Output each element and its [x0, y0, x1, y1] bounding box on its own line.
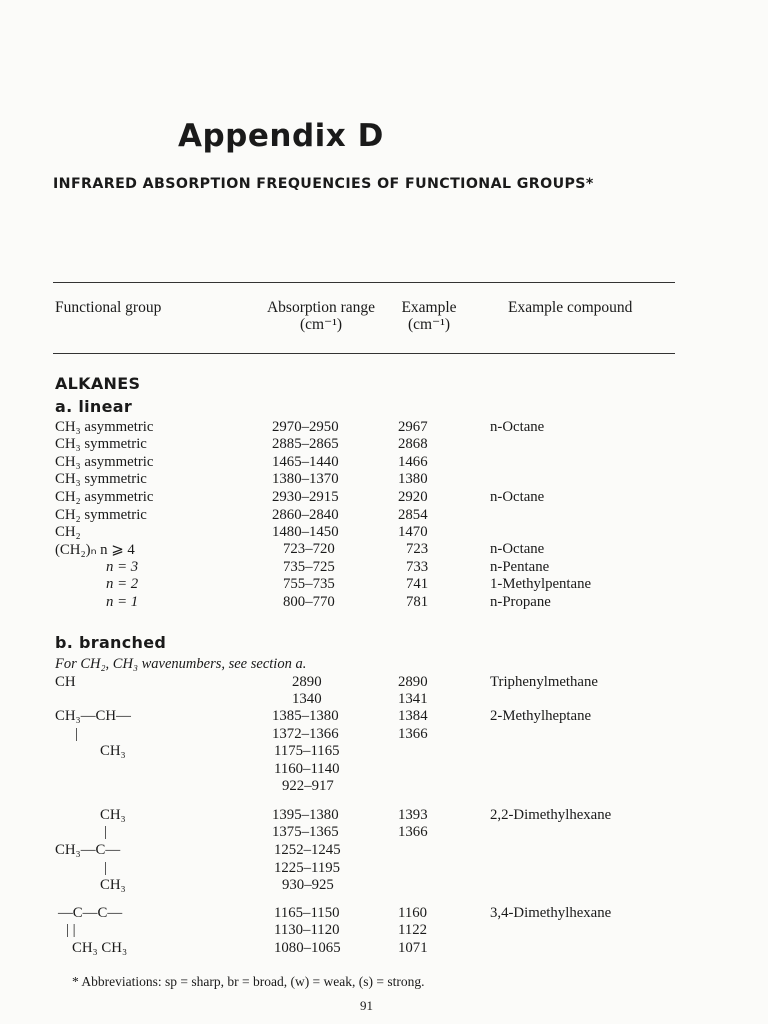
example-compound-cell: 3,4-Dimethylhexane — [490, 905, 612, 921]
example-compound-cell: 1-Methylpentane — [490, 576, 592, 592]
table-row — [0, 860, 768, 878]
example-cell: 1122 — [398, 922, 428, 938]
absorption-range-cell: 930–925 — [282, 877, 334, 893]
functional-group-cell: CH₃ symmetric — [55, 436, 147, 452]
example-cell: 2920 — [398, 489, 428, 505]
example-compound-cell: 2-Methylheptane — [490, 708, 592, 724]
functional-group-cell: | | — [66, 922, 76, 938]
functional-group-cell: CH₃ CH₃ — [72, 940, 128, 956]
example-cell: 1380 — [398, 471, 428, 487]
absorption-range-cell: 735–725 — [283, 559, 335, 575]
branched-note: For CH₂, CH₃ wavenumbers, see section a. — [55, 656, 307, 672]
example-compound-cell: n-Propane — [490, 594, 551, 610]
table-header-rule — [53, 353, 675, 354]
example-cell: 2868 — [398, 436, 428, 452]
functional-group-cell: CH — [55, 674, 76, 690]
page-subtitle: INFRARED ABSORPTION FREQUENCIES OF FUNCTIONAL GROUPS* — [53, 176, 594, 192]
page-number: 91 — [360, 998, 373, 1013]
table-row — [0, 471, 768, 489]
example-compound-cell: Triphenylmethane — [490, 674, 598, 690]
example-compound-cell: n-Octane — [490, 419, 545, 435]
table-row — [0, 726, 768, 744]
absorption-range-cell: 1130–1120 — [274, 922, 340, 938]
functional-group-cell: (CH₂)ₙ n ⩾ 4 — [55, 542, 135, 558]
header-example-label: Example — [401, 299, 457, 316]
section-linear: a. linear — [55, 397, 133, 416]
absorption-range-cell: 2890 — [292, 674, 322, 690]
absorption-range-cell: 1380–1370 — [272, 471, 339, 487]
table-row — [0, 594, 768, 612]
functional-group-cell: CH₃—CH— — [55, 708, 131, 724]
example-compound-cell: n-Octane — [490, 489, 545, 505]
example-cell: 1366 — [398, 726, 428, 742]
absorption-range-cell: 755–735 — [283, 576, 335, 592]
table-row — [0, 507, 768, 525]
absorption-range-cell: 1165–1150 — [274, 905, 340, 921]
header-absorption-range-label: Absorption range — [266, 299, 376, 316]
functional-group-cell: CH₃ asymmetric — [55, 454, 154, 470]
absorption-range-cell: 2885–2865 — [272, 436, 339, 452]
example-cell: 723 — [406, 541, 429, 557]
absorption-range-cell: 1225–1195 — [274, 860, 341, 876]
example-cell: 733 — [406, 559, 429, 575]
example-cell: 781 — [406, 594, 429, 610]
functional-group-cell: CH₃ — [100, 877, 126, 893]
absorption-range-cell: 922–917 — [282, 778, 334, 794]
absorption-range-cell: 1175–1165 — [274, 743, 340, 759]
table-row — [0, 824, 768, 842]
example-cell: 2890 — [398, 674, 428, 690]
absorption-range-cell: 1252–1245 — [274, 842, 341, 858]
functional-group-cell: CH₃ — [100, 807, 126, 823]
header-example-unit: (cm⁻¹) — [407, 316, 451, 333]
table-row — [0, 489, 768, 507]
functional-group-cell: CH₃—C— — [55, 842, 121, 858]
header-absorption-range-unit: (cm⁻¹) — [299, 316, 343, 333]
functional-group-cell: n = 1 — [106, 594, 139, 610]
functional-group-cell: | — [104, 824, 107, 840]
example-cell: 741 — [406, 576, 429, 592]
example-cell: 1384 — [398, 708, 428, 724]
example-cell: 2854 — [398, 507, 428, 523]
functional-group-cell: | — [75, 726, 78, 742]
absorption-range-cell: 1372–1366 — [272, 726, 339, 742]
absorption-range-cell: 1465–1440 — [272, 454, 339, 470]
functional-group-cell: n = 2 — [106, 576, 139, 592]
example-cell: 1341 — [398, 691, 428, 707]
absorption-range-cell: 800–770 — [283, 594, 335, 610]
header-example-compound: Example compound — [508, 299, 633, 316]
table-row — [0, 576, 768, 594]
absorption-range-cell: 2860–2840 — [272, 507, 339, 523]
absorption-range-cell: 1080–1065 — [274, 940, 341, 956]
functional-group-cell: n = 3 — [106, 559, 139, 575]
table-row — [0, 436, 768, 454]
table-top-rule — [53, 282, 675, 283]
table-row — [0, 674, 768, 692]
example-cell: 2967 — [398, 419, 428, 435]
section-alkanes: ALKANES — [55, 374, 141, 393]
example-cell: 1071 — [398, 940, 428, 956]
page-title: Appendix D — [178, 118, 384, 154]
header-example — [396, 299, 462, 333]
header-functional-group: Functional group — [55, 299, 162, 316]
absorption-range-cell: 1340 — [292, 691, 322, 707]
absorption-range-cell: 723–720 — [283, 541, 335, 557]
absorption-range-cell: 1480–1450 — [272, 524, 339, 540]
section-branched: b. branched — [55, 633, 167, 652]
header-absorption-range — [258, 299, 384, 333]
absorption-range-cell: 1395–1380 — [272, 807, 339, 823]
table-row — [0, 807, 768, 825]
functional-group-cell: CH₃ symmetric — [55, 471, 147, 487]
table-row — [0, 541, 768, 559]
functional-group-cell: CH₃ asymmetric — [55, 419, 154, 435]
table-row — [0, 922, 768, 940]
table-row — [0, 419, 768, 437]
table-row — [0, 454, 768, 472]
table-row — [0, 761, 768, 779]
absorption-range-cell: 1385–1380 — [272, 708, 339, 724]
absorption-range-cell: 1160–1140 — [274, 761, 340, 777]
functional-group-cell: —C—C— — [58, 905, 123, 921]
table-row — [0, 940, 768, 958]
functional-group-cell: CH₃ — [100, 743, 126, 759]
table-row — [0, 905, 768, 923]
table-row — [0, 559, 768, 577]
absorption-range-cell: 1375–1365 — [272, 824, 339, 840]
table-row — [0, 778, 768, 796]
absorption-range-cell: 2930–2915 — [272, 489, 339, 505]
functional-group-cell: CH₂ symmetric — [55, 507, 147, 523]
table-row — [0, 524, 768, 542]
example-cell: 1366 — [398, 824, 428, 840]
table-row — [0, 842, 768, 860]
table-row — [0, 877, 768, 895]
table-row — [0, 743, 768, 761]
example-compound-cell: n-Octane — [490, 541, 545, 557]
example-cell: 1466 — [398, 454, 428, 470]
footnote: * Abbreviations: sp = sharp, br = broad, (w) = weak, (s) = strong. — [72, 974, 425, 989]
functional-group-cell: | — [104, 860, 107, 876]
table-row — [0, 691, 768, 709]
example-compound-cell: 2,2-Dimethylhexane — [490, 807, 612, 823]
functional-group-cell: CH₂ asymmetric — [55, 489, 154, 505]
example-cell: 1160 — [398, 905, 428, 921]
functional-group-cell: CH₂ — [55, 524, 81, 540]
absorption-range-cell: 2970–2950 — [272, 419, 339, 435]
example-cell: 1393 — [398, 807, 428, 823]
example-compound-cell: n-Pentane — [490, 559, 550, 575]
table-row — [0, 708, 768, 726]
example-cell: 1470 — [398, 524, 428, 540]
